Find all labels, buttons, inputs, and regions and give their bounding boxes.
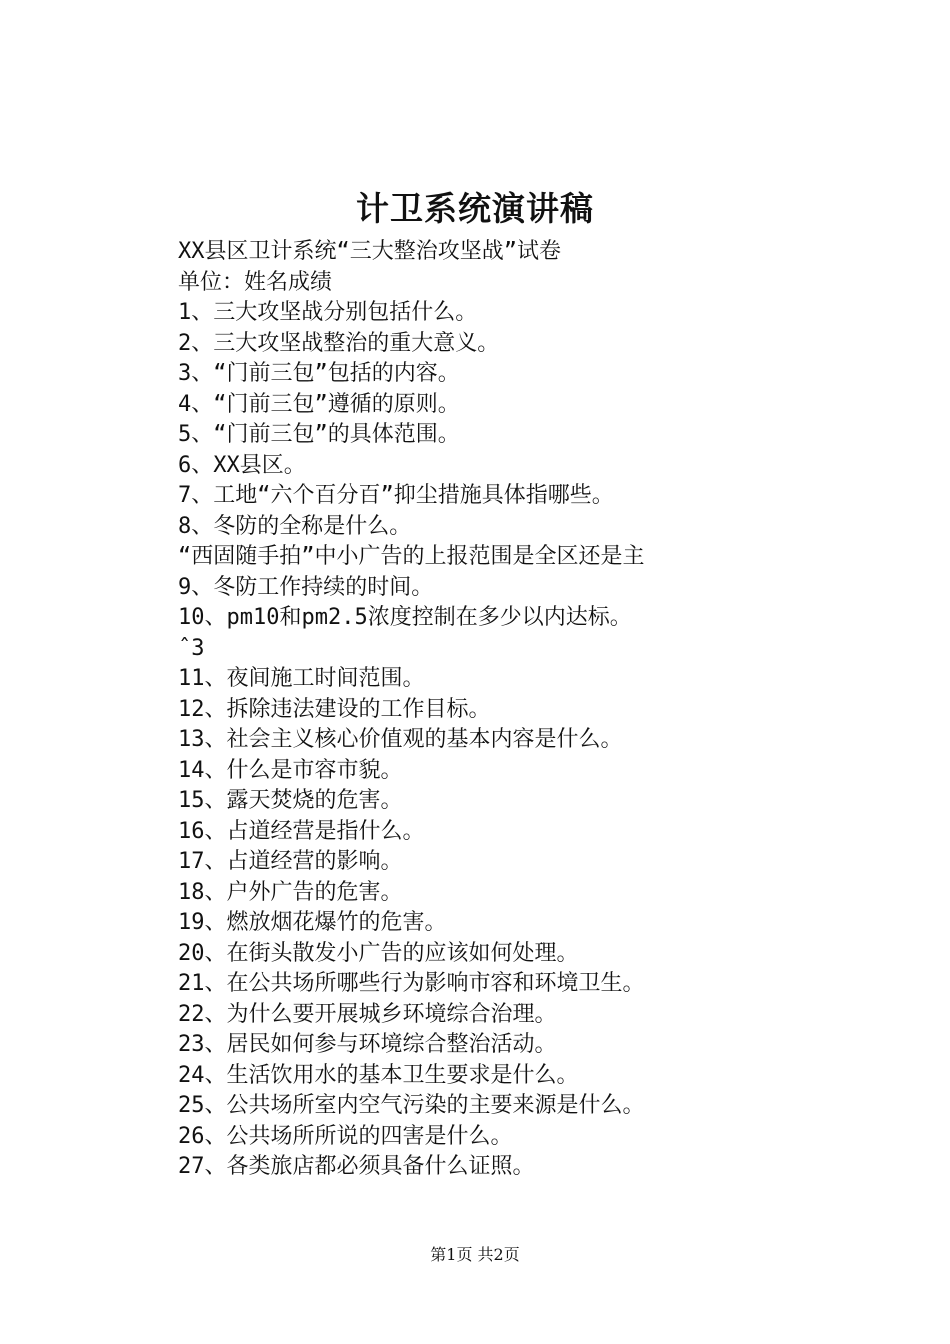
body-line: ˆ3 bbox=[178, 635, 205, 661]
question-line: 12、拆除违法建设的工作目标。 bbox=[178, 696, 491, 722]
page-number-footer: 第1页 共2页 bbox=[430, 1245, 520, 1264]
question-line: 14、什么是市容市貌。 bbox=[178, 757, 403, 783]
question-line: 22、为什么要开展城乡环境综合治理。 bbox=[178, 1001, 557, 1027]
question-line: 23、居民如何参与环境综合整治活动。 bbox=[178, 1032, 557, 1057]
question-line: 20、在街头散发小广告的应该如何处理。 bbox=[178, 940, 579, 966]
question-line: 9、冬防工作持续的时间。 bbox=[178, 574, 434, 600]
question-line: 15、露天焚烧的危害。 bbox=[178, 788, 403, 813]
document-title: 计卫系统演讲稿 bbox=[356, 189, 594, 228]
question-line: 10、pm10和pm2.5浓度控制在多少以内达标。 bbox=[178, 605, 632, 630]
question-line: 18、户外广告的危害。 bbox=[178, 879, 403, 905]
question-line: 21、在公共场所哪些行为影响市容和环境卫生。 bbox=[178, 971, 645, 996]
question-line: 13、社会主义核心价值观的基本内容是什么。 bbox=[178, 727, 623, 752]
question-line: 5、“门前三包”的具体范围。 bbox=[178, 422, 460, 447]
question-line: 3、“门前三包”包括的内容。 bbox=[178, 361, 460, 386]
document-body bbox=[178, 237, 778, 1183]
question-line: 24、生活饮用水的基本卫生要求是什么。 bbox=[178, 1062, 579, 1088]
question-line: 27、各类旅店都必须具备什么证照。 bbox=[178, 1154, 535, 1179]
body-line: “西固随手拍”中小广告的上报范围是全区还是主 bbox=[178, 544, 645, 569]
question-line: 26、公共场所所说的四害是什么。 bbox=[178, 1123, 513, 1149]
question-line: 11、夜间施工时间范围。 bbox=[178, 666, 425, 691]
question-line: 4、“门前三包”遵循的原则。 bbox=[178, 391, 460, 417]
question-line: 8、冬防的全称是什么。 bbox=[178, 513, 412, 539]
question-line: 7、工地“六个百分百”抑尘措施具体指哪些。 bbox=[178, 483, 614, 508]
question-line: 1、三大攻坚战分别包括什么。 bbox=[178, 300, 478, 325]
question-line: 25、公共场所室内空气污染的主要来源是什么。 bbox=[178, 1093, 645, 1118]
question-line: 17、占道经营的影响。 bbox=[178, 849, 403, 874]
question-line: 2、三大攻坚战整治的重大意义。 bbox=[178, 330, 500, 356]
body-line: 单位：姓名成绩 bbox=[178, 269, 333, 295]
question-line: 16、占道经营是指什么。 bbox=[178, 818, 425, 844]
question-line: 19、燃放烟花爆竹的危害。 bbox=[178, 910, 447, 935]
question-line: 6、XX县区。 bbox=[178, 452, 306, 478]
body-line: XX县区卫计系统“三大整治攻坚战”试卷 bbox=[178, 239, 561, 264]
